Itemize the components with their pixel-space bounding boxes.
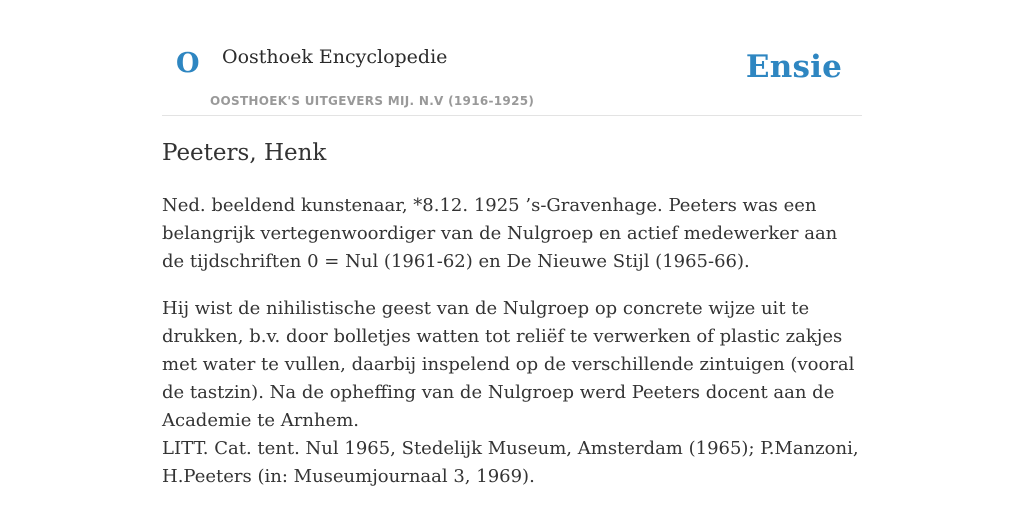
entry-paragraph: Ned. beeldend kunstenaar, *8.12. 1925 ’s-Gravenhage. Peeters was een belangrijk vertegenwoordiger van de Nulgroep en actief medewerker aan de tijdschriften 0 = Nul (1961-62) en De Nieuwe Stijl (1965-66).: [162, 195, 838, 272]
source-title-link[interactable]: Oosthoek Encyclopedie: [222, 46, 448, 68]
entry-literature: LITT. Cat. tent. Nul 1965, Stedelijk Museum, Amsterdam (1965); P.Manzoni, H.Peeters (in: Museumjournaal 3, 1969).: [162, 438, 859, 487]
entry-title: Peeters, Henk: [162, 140, 327, 166]
source-header: [162, 0, 862, 116]
page-container: [162, 0, 862, 487]
publisher-label: OOSTHOEK'S UITGEVERS MIJ. N.V (1916-1925): [210, 94, 535, 108]
entry-paragraph: Hij wist de nihilistische geest van de Nulgroep op concrete wijze uit te drukken, b.v. door bolletjes watten tot reliëf te verwerken of plastic zakjes met water te vullen, daarbij inspelend op de verschillende zintuigen (vooral de tastzin). Na de opheffing van de Nulgroep werd Peeters docent aan de Academie te Arnhem.: [162, 298, 855, 431]
ensie-brand-link[interactable]: Ensie: [745, 49, 842, 85]
source-logo[interactable]: O: [176, 48, 200, 79]
